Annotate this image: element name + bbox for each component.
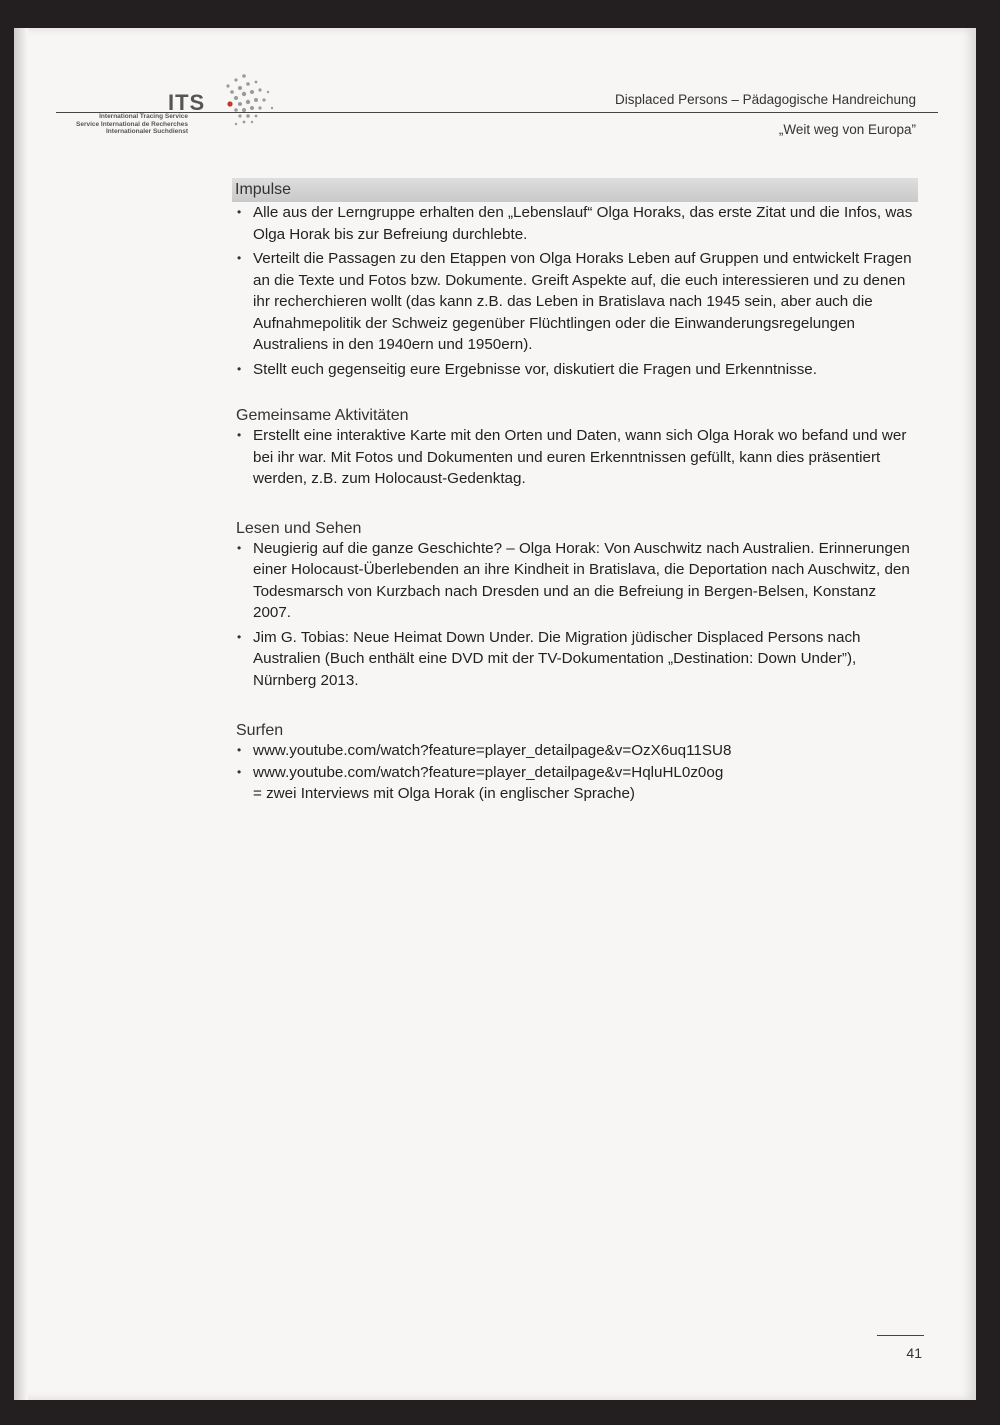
logo-subtitle: International Tracing Service Service International de Recherches Internationaler Suchdienst: [76, 113, 188, 135]
list-item: • Neugierig auf die ganze Geschichte? – Olga Horak: Von Auschwitz nach Australien. Erinnerungen einer Holocaust-Überlebenden an ihre Kindheit in Bratislava, die Deportation nach Auschwitz, den Todesmarsch von Kurzbach nach Dresden und an die Befreiung in Bergen-Belsen, Konstanz 2007.: [232, 538, 918, 624]
footer-divider: [877, 1335, 924, 1336]
list-item: • Jim G. Tobias: Neue Heimat Down Under. Die Migration jüdischer Displaced Persons nach Australien (Buch enthält eine DVD mit der TV-Dokumentation „Destination: Down Under”), Nürnberg 2013.: [232, 627, 918, 692]
surfen-note: = zwei Interviews mit Olga Horak (in englischer Sprache): [253, 785, 635, 802]
list-item: • Stellt euch gegenseitig eure Ergebnisse vor, diskutiert die Fragen und Erkenntnisse.: [232, 359, 918, 381]
header-title: Displaced Persons – Pädagogische Handreichung: [615, 92, 916, 107]
link-item[interactable]: • www.youtube.com/watch?feature=player_detailpage&v=HqluHL0z0og: [232, 762, 918, 784]
lesen-heading: Lesen und Sehen: [236, 519, 362, 537]
aktivitaeten-heading: Gemeinsame Aktivitäten: [236, 407, 409, 424]
lesen-list: [232, 538, 918, 692]
page-number: 41: [906, 1345, 922, 1361]
its-logo: [56, 58, 266, 138]
link-item[interactable]: • www.youtube.com/watch?feature=player_detailpage&v=OzX6uq11SU8: [232, 740, 918, 762]
list-item: • Verteilt die Passagen zu den Etappen von Olga Horaks Leben auf Gruppen und entwickelt Fragen an die Texte und Fotos bzw. Dokumente. Greift Aspekte auf, die euch interessieren und zu denen ihr recherchieren wollt (das kann z.B. das Leben in Bratislava nach 1945 sein, aber auch die Aufnahmepolitik der Schweiz gegenüber Flüchtlingen oder die Einwanderungsregelungen Australiens in den 1940ern und 1950ern).: [232, 248, 918, 356]
surfen-heading: Surfen: [236, 722, 284, 739]
list-item: • Alle aus der Lerngruppe erhalten den „Lebenslauf“ Olga Horaks, das erste Zitat und die Infos, was Olga Horak bis zur Befreiung durchlebte.: [232, 202, 918, 245]
impulse-heading: Impulse: [232, 178, 918, 202]
list-item: • Erstellt eine interaktive Karte mit den Orten und Daten, wann sich Olga Horak wo befand und wer bei ihr war. Mit Fotos und Dokumenten und euren Erkenntnissen gefüllt, kann dies präsentiert werden, z.B. zum Holocaust-Gedenktag.: [232, 425, 918, 490]
surfen-list: [232, 740, 918, 783]
aktivitaeten-list: [232, 425, 918, 490]
header-subtitle: „Weit weg von Europa”: [778, 122, 916, 137]
logo-wordmark: ITS: [168, 90, 206, 115]
header-divider: [56, 112, 938, 113]
impulse-list: [232, 202, 918, 380]
main-content: [232, 178, 918, 805]
dots-logo-icon: [206, 70, 276, 140]
document-page: [14, 28, 976, 1400]
